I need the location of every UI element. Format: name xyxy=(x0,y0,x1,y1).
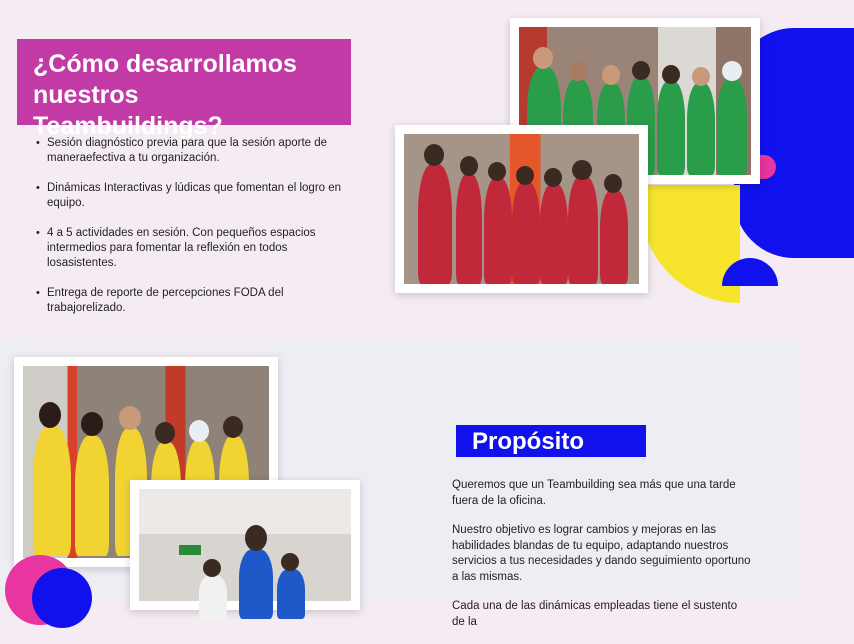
purpose-title: Propósito xyxy=(456,425,646,457)
team-photo-red-aprons xyxy=(395,125,648,293)
purpose-paragraph: Queremos que un Teambuilding sea más que una tarde fuera de la oficina. xyxy=(452,479,736,507)
section-title-box xyxy=(17,39,351,140)
purpose-text xyxy=(452,478,752,644)
list-item: • Dinámicas Interactivas y lúdicas que fomentan el logro en equipo. xyxy=(36,181,356,211)
purpose-paragraph: Cada una de las dinámicas empleadas tiene el sustento de la xyxy=(452,600,738,628)
purpose-paragraph: Nuestro objetivo es lograr cambios y mejoras en las habilidades blandas de tu equipo, adaptando nuestros servicios a tus necesidades y dando seguimiento oportuno a las mismas. xyxy=(452,524,751,583)
how-we-develop-section xyxy=(0,0,800,340)
team-photo-blue-shirts xyxy=(130,480,360,610)
list-item: • Entrega de reporte de percepciones FODA del trabajorelizado. xyxy=(36,286,356,316)
decorative-blue-circle xyxy=(32,568,92,628)
list-item: • 4 a 5 actividades en sesión. Con pequeños espacios intermedios para fomentar la reflexión en todos losasistentes. xyxy=(36,226,356,271)
section-title: ¿Cómo desarrollamos nuestros Teambuildings? xyxy=(33,50,297,140)
feature-list xyxy=(36,136,356,331)
list-item: • Sesión diagnóstico previa para que la sesión aporte de maneraefectiva a tu organización. xyxy=(36,136,356,166)
